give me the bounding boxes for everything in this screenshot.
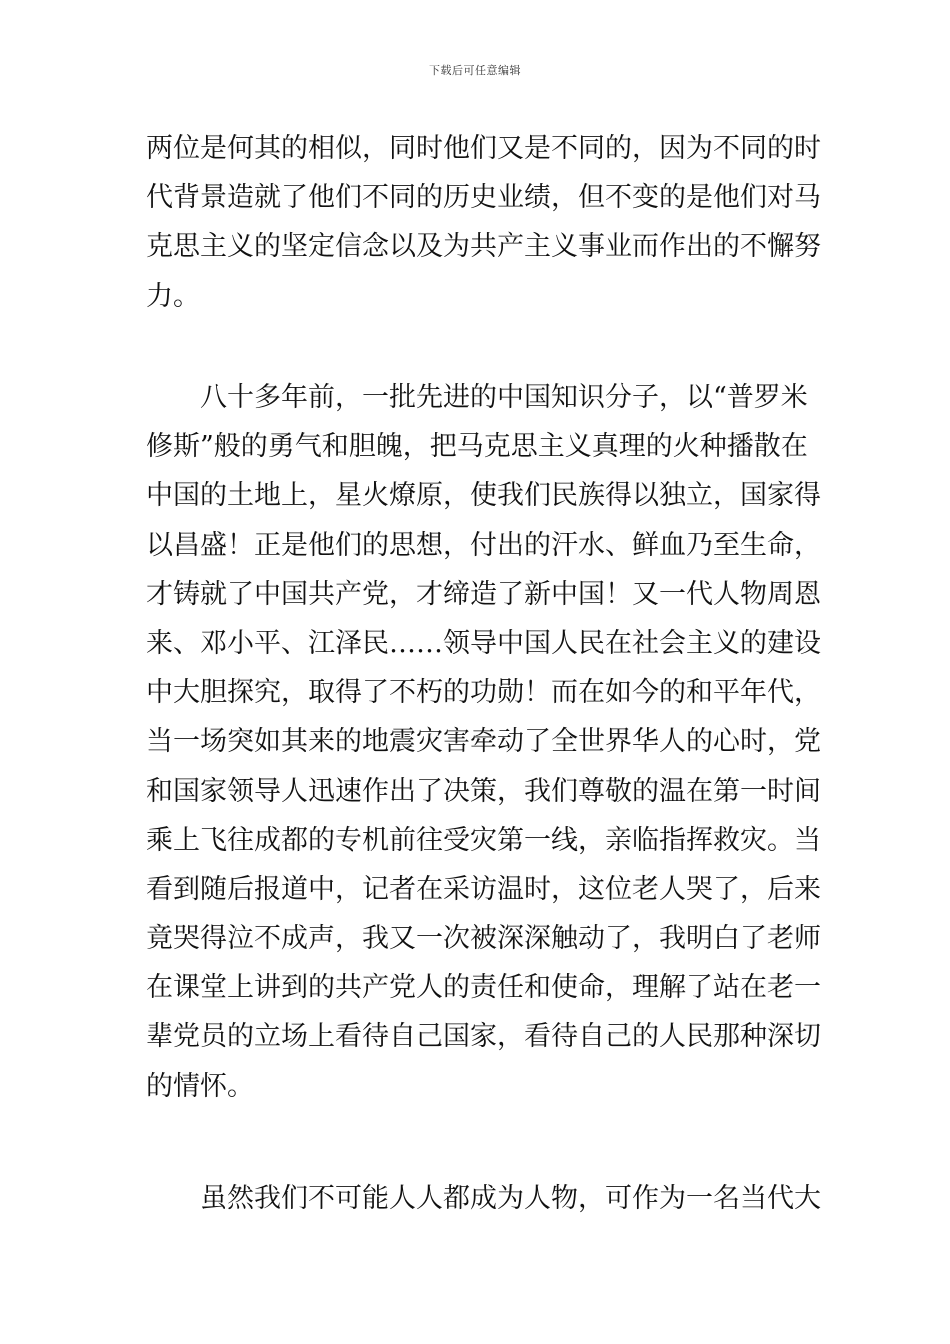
text-line: 辈党员的立场上看待自己国家，看待自己的人民那种深切 [146,1021,821,1053]
text-line: 来、邓小平、江泽民……领导中国人民在社会主义的建设 [146,627,821,659]
text-line: 中国的土地上，星火燎原，使我们民族得以独立，国家得 [146,480,821,512]
page-header: 下载后可任意编辑 [429,64,521,77]
text-line: 以昌盛！正是他们的思想，付出的汗水、鲜血乃至生命， [146,529,821,561]
text-line: 八十多年前，一批先进的中国知识分子，以“普罗米 [146,382,808,413]
paragraph-1 [146,124,821,321]
text-line: 看到随后报道中，记者在采访温时，这位老人哭了，后来 [146,873,821,905]
text-line: 两位是何其的相似，同时他们又是不同的，因为不同的时 [146,133,821,164]
text-line: 乘上飞往成都的专机前往受灾第一线，亲临指挥救灾。当 [146,824,821,856]
text-line: 当一场突如其来的地震灾害牵动了全世界华人的心时，党 [146,726,821,758]
text-line: 修斯”般的勇气和胆魄，把马克思主义真理的火种播散在 [146,431,808,463]
text-line: 代背景造就了他们不同的历史业绩，但不变的是他们对马 [146,182,821,214]
text-line: 的情怀。 [146,1070,254,1102]
paragraph-2 [146,373,821,1111]
text-line: 虽然我们不可能人人都成为人物，可作为一名当代大 [146,1183,821,1214]
text-line: 在课堂上讲到的共产党人的责任和使命，理解了站在老一 [146,972,821,1004]
text-line: 中大胆探究，取得了不朽的功勋！而在如今的和平年代， [146,677,821,709]
text-line: 克思主义的坚定信念以及为共产主义事业而作出的不懈努 [146,231,821,263]
text-line: 力。 [146,280,200,312]
text-line: 才铸就了中国共产党，才缔造了新中国！又一代人物周恩 [146,578,821,610]
text-line: 竟哭得泣不成声，我又一次被深深触动了，我明白了老师 [146,923,821,955]
paragraph-3 [146,1174,821,1223]
text-line: 和国家领导人迅速作出了决策，我们尊敬的温在第一时间 [146,775,821,807]
